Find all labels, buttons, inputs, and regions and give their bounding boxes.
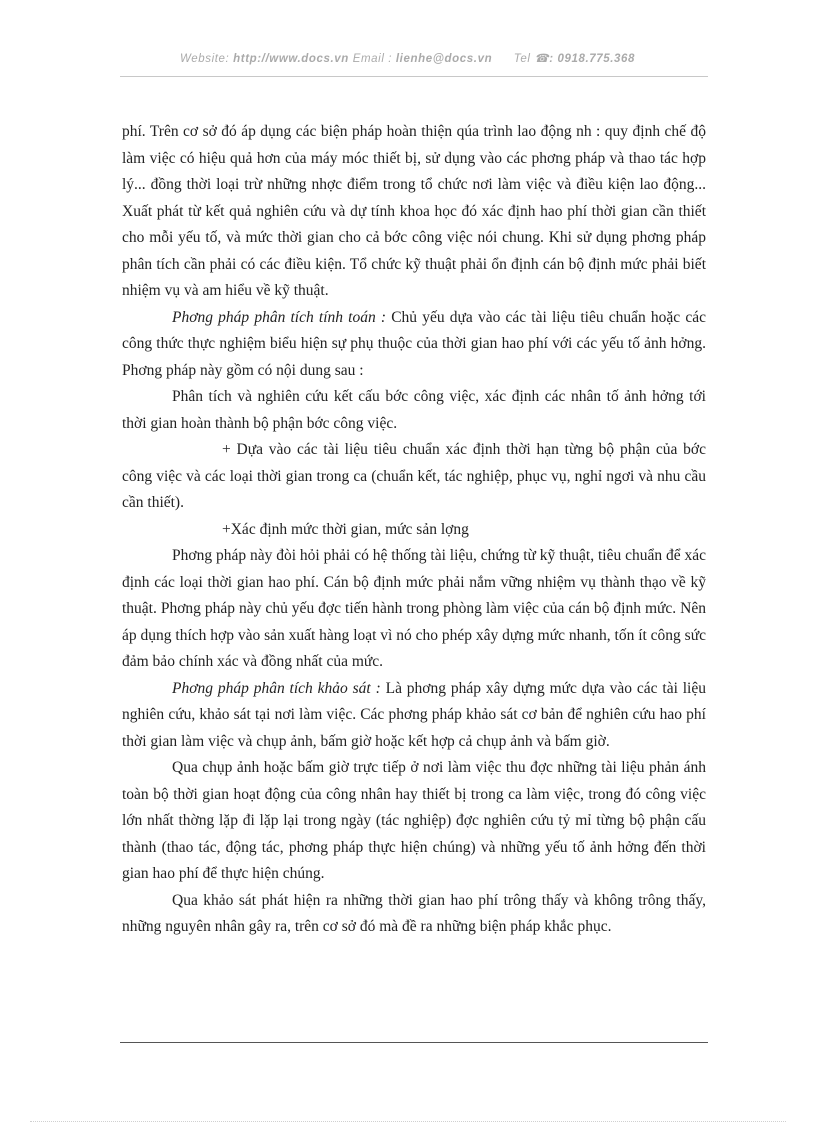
section-heading: Phơng pháp phân tích tính toán : — [172, 308, 387, 326]
phone-icon: ☎ — [534, 53, 550, 65]
paragraph: Phơng pháp phân tích tính toán : Chủ yếu dựa vào các tài liệu tiêu chuẩn hoặc các công thức thực nghiệm biểu hiện sự phụ thuộc của thời gian hao phí với các yếu tố ảnh hởng. Phơng pháp này gồm có nội dung sau : — [122, 308, 706, 379]
page-bottom-border — [30, 1121, 786, 1122]
paragraph: Qua khảo sát phát hiện ra những thời gian hao phí trông thấy và không trông thấy, những nguyên nhân gây ra, trên cơ sở đó mà đề ra những biện pháp khắc phục. — [122, 891, 706, 935]
email-label: Email : — [352, 53, 393, 65]
paragraph: + Dựa vào các tài liệu tiêu chuẩn xác định thời hạn từng bộ phận của bớc công việc và các loại thời gian trong ca (chuẩn kết, tác nghiệp, phục vụ, nghỉ ngơi và nhu cầu cần thiết). — [122, 441, 706, 511]
website-url[interactable]: http://www.docs.vn — [233, 53, 349, 65]
section-heading: Phơng pháp phân tích khảo sát : — [172, 679, 381, 697]
paragraph: +Xác định mức thời gian, mức sản lợng — [222, 520, 469, 538]
footer-divider — [120, 1042, 708, 1043]
paragraph: Qua chụp ảnh hoặc bấm giờ trực tiếp ở nơi làm việc thu đợc những tài liệu phản ánh toàn bộ thời gian hoạt động của công nhân hay thiết bị trong ca làm việc, trong đó công việc lớn nhất thờng lặp đi lặp lại trong ngày (tác nghiệp) đợc nghiên cứu tỷ mỉ từng bộ phận cấu thành (thao tác, động tác, phơng pháp thực hiện chúng) và những yếu tố ảnh hởng đến thời gian hao phí để thực hiện chúng. — [122, 759, 706, 882]
paragraph: phí. Trên cơ sở đó áp dụng các biện pháp hoàn thiện qúa trình lao động nh : quy định chế độ làm việc có hiệu quả hơn của máy móc thiết bị, sử dụng vào các phơng pháp và thao tác hợp lý... đồng thời loại trừ những nhợc điểm trong tổ chức nơi làm việc và điều kiện lao động... Xuất phát từ kết quả nghiên cứu và dự tính khoa học đó xác định hao phí thời gian cần thiết cho mỗi yếu tố, và mức thời gian cho cả bớc công việc nói chung. Khi sử dụng phơng pháp phân tích cần phải có các điều kiện. Tổ chức kỹ thuật phải ổn định cán bộ định mức phải biết nhiệm vụ và am hiểu về kỹ thuật. — [122, 123, 706, 299]
paragraph: Phân tích và nghiên cứu kết cấu bớc công việc, xác định các nhân tố ảnh hởng tới thời gian hoàn thành bộ phận bớc công việc. — [122, 388, 706, 432]
tel-label: Tel — [513, 53, 531, 65]
paragraph: Phơng pháp này đòi hỏi phải có hệ thống tài liệu, chứng từ kỹ thuật, tiêu chuẩn để xác định các loại thời gian hao phí. Cán bộ định mức phải nắm vững nhiệm vụ thành thạo về kỹ thuật. Phơng pháp này chủ yếu đợc tiến hành trong phòng làm việc của cán bộ định mức. Nên áp dụng thích hợp vào sản xuất hàng loạt vì nó cho phép xây dựng mức nhanh, tốn ít công sức đảm bảo chính xác và đồng nhất của mức. — [122, 547, 706, 670]
tel-number: : 0918.775.368 — [549, 53, 636, 65]
page-header — [180, 51, 700, 65]
header-divider — [120, 76, 708, 77]
document-body — [122, 119, 706, 941]
email-address[interactable]: lienhe@docs.vn — [395, 53, 493, 65]
website-label: Website: — [180, 53, 230, 65]
paragraph: Phơng pháp phân tích khảo sát : Là phơng pháp xây dựng mức dựa vào các tài liệu nghiên cứu, khảo sát tại nơi làm việc. Các phơng pháp khảo sát cơ bản để nghiên cứu hao phí thời gian làm việc và chụp ảnh, bấm giờ hoặc kết hợp cả chụp ảnh và bấm giờ. — [122, 679, 706, 750]
